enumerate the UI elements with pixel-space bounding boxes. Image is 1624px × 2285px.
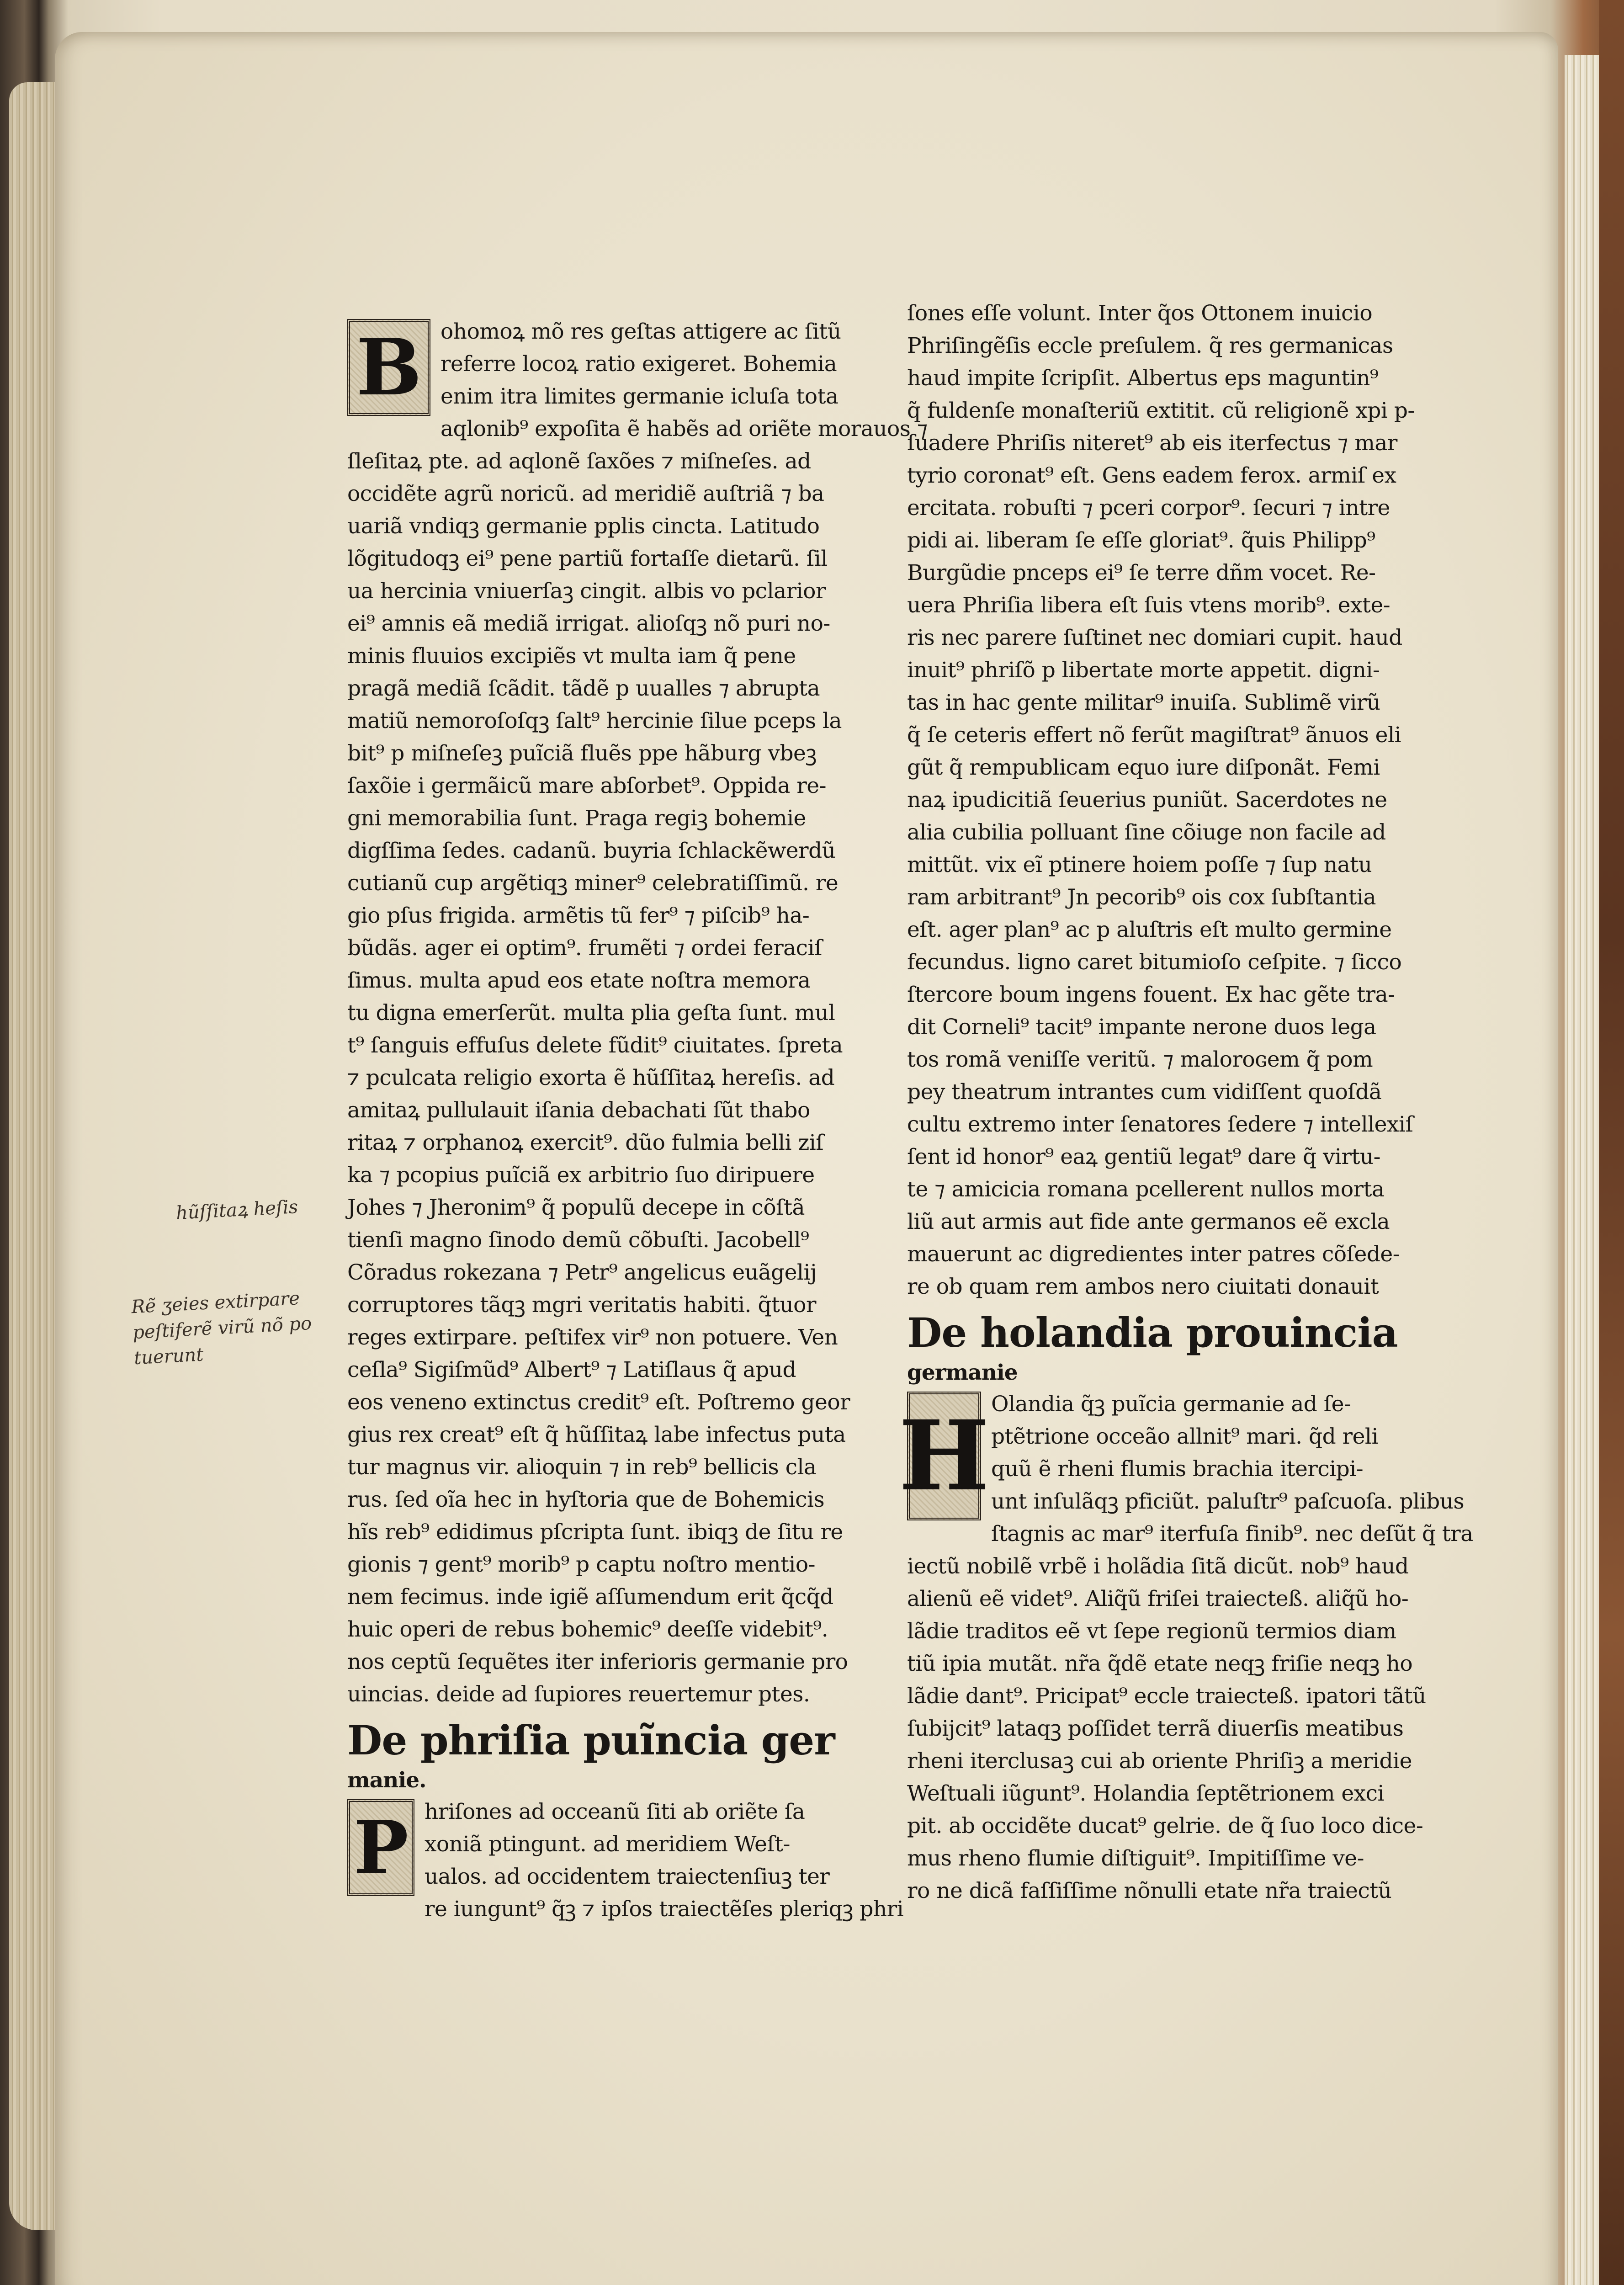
text-line: alia cubilia polluant ſine cõiuge non facile ad bbox=[907, 820, 1386, 845]
text-line: uincias. deide ad ſupiores reuertemur ptes. bbox=[347, 1682, 810, 1707]
text-line: ualos. ad occidentem traiectenſiuꝫ ter bbox=[425, 1864, 830, 1889]
marginal-note-reges bbox=[131, 1283, 349, 1371]
text-line: hriſones ad occeanũ ſiti ab oriẽte ſa bbox=[425, 1799, 805, 1824]
text-line: tas in hac gente militar⁹ inuiſa. Sublimẽ virũ bbox=[907, 690, 1380, 715]
page-block-left-edge bbox=[9, 82, 59, 2230]
text-line: bũdãs. ager ei optim⁹. frumẽti ⁊ ordei feraciſ bbox=[347, 935, 822, 961]
text-line: nem fecimus. inde igiẽ aſſumendum erit q̃cq̃d bbox=[347, 1584, 833, 1610]
left-column-lines-phrisia bbox=[347, 1796, 909, 1925]
text-line: bit⁹ p miſneſeꝫ puĩciã fluẽs ppe hãburg vbeꝫ bbox=[347, 741, 817, 766]
text-line: Burgũdie pnceps ei⁹ ſe terre dñm vocet. Re- bbox=[907, 560, 1376, 585]
decorated-initial-p: P bbox=[347, 1799, 414, 1896]
text-line: dit Corneli⁹ tacit⁹ impante nerone duos lega bbox=[907, 1015, 1376, 1040]
text-line: digſſima ſedes. cadanũ. buyria ſchlackẽwerdũ bbox=[347, 838, 836, 863]
text-line: enim itra limites germanie icluſa tota bbox=[440, 384, 839, 409]
text-line: inuit⁹ phriſõ p libertate morte appetit. digni- bbox=[907, 658, 1380, 683]
right-column-lines-holandia bbox=[907, 1388, 1473, 1907]
text-line: alienũ eẽ videt⁹. Aliq̃ũ friſei traiecteß. aliq̃ũ ho- bbox=[907, 1586, 1409, 1611]
text-line: pey theatrum intrantes cum vidiſſent quoſdã bbox=[907, 1079, 1382, 1105]
text-line: naꝝ ipudicitiã ſeuerius puniũt. Sacerdotes ne bbox=[907, 787, 1387, 813]
text-line: mauerunt ac digredientes inter patres cõſede- bbox=[907, 1242, 1400, 1267]
text-line: cultu extremo inter ſenatores ſedere ⁊ intellexiſ bbox=[907, 1112, 1413, 1137]
text-line: lãdie traditos eẽ vt ſepe regionũ termios diam bbox=[907, 1619, 1396, 1644]
text-line: cutianũ cup argẽtiqꝫ miner⁹ celebratiſſimũ. re bbox=[347, 871, 839, 896]
text-line: reges extirpare. peſtifex vir⁹ non potuere. Ven bbox=[347, 1325, 838, 1350]
text-line: matiũ nemoroſoſqꝫ ſalt⁹ hercinie ſilue pceps la bbox=[347, 708, 842, 733]
text-line: mittũt. vix eĩ ptinere hoiem poſſe ⁊ ſup natu bbox=[907, 852, 1372, 877]
text-line: ſones eſſe volunt. Inter q̃os Ottonem inuicio bbox=[907, 301, 1373, 326]
marginal-note-hussites: hũſſitaꝝ heſis bbox=[175, 1196, 299, 1224]
text-line: ſubijcit⁹ lataqꝫ poſſidet terrã diuerſis meatibus bbox=[907, 1716, 1404, 1741]
right-column-lines bbox=[907, 297, 1469, 1303]
marginal-line: peſtiferẽ virũ nõ po bbox=[132, 1313, 313, 1344]
text-line: te ⁊ amicicia romana pcellerent nullos morta bbox=[907, 1177, 1385, 1202]
text-line: Johes ⁊ Jheronim⁹ q̃ populũ decepe in cõſtã bbox=[347, 1195, 805, 1220]
text-line: ⁊ pculcata religio exorta ẽ hũſſitaꝝ hereſis. ad bbox=[347, 1065, 835, 1090]
text-line: Phriſingẽſis eccle preſulem. q̃ res germanicas bbox=[907, 333, 1393, 358]
text-line: ſuadere Phriſis niteret⁹ ab eis iterfectus ⁊ mar bbox=[907, 430, 1397, 456]
text-line: q̃ fuldenſe monaſteriũ extitit. cũ religionẽ xpi p- bbox=[907, 398, 1415, 423]
text-line: ohomoꝝ mõ res geſtas attigere ac ſitũ bbox=[440, 319, 841, 344]
text-line: gni memorabilia ſunt. Praga regiꝫ bohemie bbox=[347, 806, 806, 831]
text-line: ſaxõie i germãicũ mare abſorbet⁹. Oppida re- bbox=[347, 773, 827, 798]
text-line: tur magnus vir. alioquin ⁊ in reb⁹ bellicis cla bbox=[347, 1455, 817, 1480]
text-line: tienſi magno ſinodo demũ cõbuſti. Jacobell⁹ bbox=[347, 1228, 809, 1253]
text-line: lãdie dant⁹. Pricipat⁹ eccle traiecteß. ipatori tãtũ bbox=[907, 1684, 1426, 1709]
text-line: pidi ai. liberam ſe eſſe gloriat⁹. q̃uis Philipp⁹ bbox=[907, 528, 1375, 553]
text-line: q̃ ſe ceteris effert nõ ferũt magiſtrat⁹ ãnuos eli bbox=[907, 723, 1401, 748]
heading-de-phrisia: De phriſia puĩncia ger bbox=[347, 1716, 835, 1764]
text-line: ercitata. robuſti ⁊ pceri corpor⁹. ſecuri ⁊ intre bbox=[907, 495, 1390, 521]
text-line: ka ⁊ pcopius puĩciã ex arbitrio ſuo diripuere bbox=[347, 1163, 815, 1188]
text-line: tos romã veniſſe veritũ. ⁊ maloroɢem q̃ pom bbox=[907, 1047, 1373, 1072]
text-line: referre locoꝝ ratio exigeret. Bohemia bbox=[440, 351, 837, 377]
heading-de-holandia-cont: germanie bbox=[907, 1360, 1018, 1385]
text-line: uera Phriſia libera eſt ſuis vtens morib⁹. exte- bbox=[907, 593, 1390, 618]
leather-binding-edge bbox=[1599, 0, 1624, 2285]
text-line: uariã vndiqꝫ germanie pplis cincta. Latitudo bbox=[347, 514, 820, 539]
text-line: tyrio coronat⁹ eſt. Gens eadem ferox. armiſ ex bbox=[907, 463, 1396, 488]
decorated-initial-b: B bbox=[347, 319, 430, 416]
text-line: rheni iterclusaꝫ cui ab oriente Phriſiꝫ a meridie bbox=[907, 1748, 1412, 1774]
text-line: haud impite ſcripſit. Albertus eps maguntin⁹ bbox=[907, 366, 1379, 391]
text-line: gionis ⁊ gent⁹ morib⁹ p captu noſtro mentio- bbox=[347, 1552, 816, 1577]
text-line: ua hercinia vniuerſaꝫ cingit. albis vo pclarior bbox=[347, 579, 826, 604]
text-line: t⁹ ſanguis effuſus delete fũdit⁹ ciuitates. ſpreta bbox=[347, 1033, 843, 1058]
text-line: ſleſitaꝝ pte. ad aqlonẽ ſaxões ⁊ miſneſes. ad bbox=[347, 449, 811, 474]
text-line: occidẽte agrũ noricũ. ad meridiẽ auſtriã ⁊ ba bbox=[347, 481, 824, 506]
text-line: liũ aut armis aut fide ante germanos eẽ excla bbox=[907, 1209, 1390, 1234]
text-line: tu digna emerſerũt. multa plia geſta ſunt. mul bbox=[347, 1000, 835, 1026]
text-line: gius rex creat⁹ eſt q̃ hũſſitaꝝ labe infectus puta bbox=[347, 1422, 846, 1447]
text-line: pit. ab occidẽte ducat⁹ gelrie. de q̃ ſuo loco dice- bbox=[907, 1813, 1423, 1839]
text-line: amitaꝝ pullulauit iſania debachati ſũt thabo bbox=[347, 1098, 810, 1123]
text-line: mus rheno flumie diſtiguit⁹. Impitiſſime ve- bbox=[907, 1846, 1364, 1871]
marginal-line: Rẽ ʒeies extirpare bbox=[131, 1288, 301, 1318]
text-line: ſtercore boum ingens fouent. Ex hac gẽte tra- bbox=[907, 982, 1395, 1007]
text-line: ptẽtrione occeão allnit⁹ mari. q̃d reli bbox=[991, 1424, 1378, 1449]
text-line: gũt q̃ rempublicam equo iure diſponãt. Femi bbox=[907, 755, 1380, 780]
text-line: huic operi de rebus bohemic⁹ deeſſe videbit⁹. bbox=[347, 1617, 828, 1642]
text-line: ro ne dicã faſſiſſime nõnulli etate nr̃a traiectũ bbox=[907, 1878, 1392, 1903]
text-line: Cõradus rokezana ⁊ Petr⁹ angelicus euãgelij bbox=[347, 1260, 817, 1285]
text-line: pragã mediã ſcãdit. tãdẽ p uualles ⁊ abrupta bbox=[347, 676, 820, 701]
text-line: ei⁹ amnis eã mediã irrigat. alioſqꝫ nõ puri no- bbox=[347, 611, 830, 636]
text-line: eos veneno extinctus credit⁹ eſt. Poſtremo geor bbox=[347, 1390, 850, 1415]
text-line: ram arbitrant⁹ Jn pecorib⁹ ois cox ſubſtantia bbox=[907, 885, 1376, 910]
heading-de-phrisia-cont: manie. bbox=[347, 1768, 426, 1793]
text-line: ſimus. multa apud eos etate noſtra memora bbox=[347, 968, 811, 993]
text-line: lõgitudoqꝫ ei⁹ pene partiũ fortaſſe dietarũ. ſil bbox=[347, 546, 828, 571]
text-line: ceſla⁹ Sigiſmũd⁹ Albert⁹ ⁊ Latiſlaus q̃ apud bbox=[347, 1357, 796, 1382]
left-column-lines bbox=[347, 315, 928, 1711]
text-line: Weſtuali iũgunt⁹. Holandia ſeptẽtrionem exci bbox=[907, 1781, 1385, 1806]
text-line: xoniã ptingunt. ad meridiem Weſt- bbox=[425, 1832, 791, 1857]
text-line: eſt. ager plan⁹ ac p aluſtris eſt multo germine bbox=[907, 917, 1392, 942]
text-line: ritaꝝ ⁊ orphanoꝝ exercit⁹. dũo fulmia belli ziſ bbox=[347, 1130, 824, 1155]
marginal-line: tuerunt bbox=[133, 1344, 204, 1369]
left-text-column bbox=[347, 315, 928, 1925]
decorated-initial-h: H bbox=[907, 1392, 981, 1520]
text-line: ris nec parere ſuſtinet nec domiari cupit. haud bbox=[907, 625, 1402, 650]
text-line: rus. ſed oĩa hec in hyſtoria que de Bohemicis bbox=[347, 1487, 825, 1512]
text-line: re iungunt⁹ q̃ꝫ ⁊ ipſos traiectẽſes pleriqꝫ phri bbox=[425, 1897, 904, 1922]
heading-de-holandia: De holandia prouincia bbox=[907, 1309, 1398, 1356]
text-line: Olandia q̃ꝫ puĩcia germanie ad ſe- bbox=[991, 1392, 1351, 1417]
text-line: iectũ nobilẽ vrbẽ i holãdia ſitã dicũt. nob⁹ haud bbox=[907, 1554, 1409, 1579]
text-line: tiũ ipia mutãt. nr̃a q̃dẽ etate neqꝫ friſie neqꝫ ho bbox=[907, 1651, 1413, 1676]
text-line: ſent id honor⁹ eaꝝ gentiũ legat⁹ dare q̃ virtu- bbox=[907, 1144, 1381, 1169]
text-line: minis fluuios excipiẽs vt multa iam q̃ pene bbox=[347, 643, 796, 669]
text-line: ſtagnis ac mar⁹ iterfuſa finib⁹. nec deſũt q̃ tra bbox=[991, 1521, 1473, 1546]
text-line: re ob quam rem ambos nero ciuitati donauit bbox=[907, 1274, 1379, 1299]
text-line: aqlonib⁹ expoſita ẽ habẽs ad oriẽte morauos ⁊ bbox=[440, 416, 928, 441]
text-line: gio pſus frigida. armẽtis tũ fer⁹ ⁊ piſcib⁹ ha- bbox=[347, 903, 810, 928]
text-line: corruptores tãqꝫ mgri veritatis habiti. q̃tuor bbox=[347, 1292, 816, 1318]
text-line: hĩs reb⁹ edidimus pſcripta ſunt. ibiqꝫ de ſitu re bbox=[347, 1520, 843, 1545]
text-line: unt inſulãqꝫ pficiũt. paluſtr⁹ paſcuoſa. plibus bbox=[991, 1489, 1465, 1514]
text-line: fecundus. ligno caret bitumioſo ceſpite. ⁊ ſicco bbox=[907, 950, 1402, 975]
right-text-column bbox=[899, 297, 1473, 1907]
text-line: nos ceptũ ſequẽtes iter inferioris germanie pro bbox=[347, 1649, 848, 1674]
text-line: quũ ẽ rheni flumis brachia itercipi- bbox=[991, 1456, 1364, 1482]
